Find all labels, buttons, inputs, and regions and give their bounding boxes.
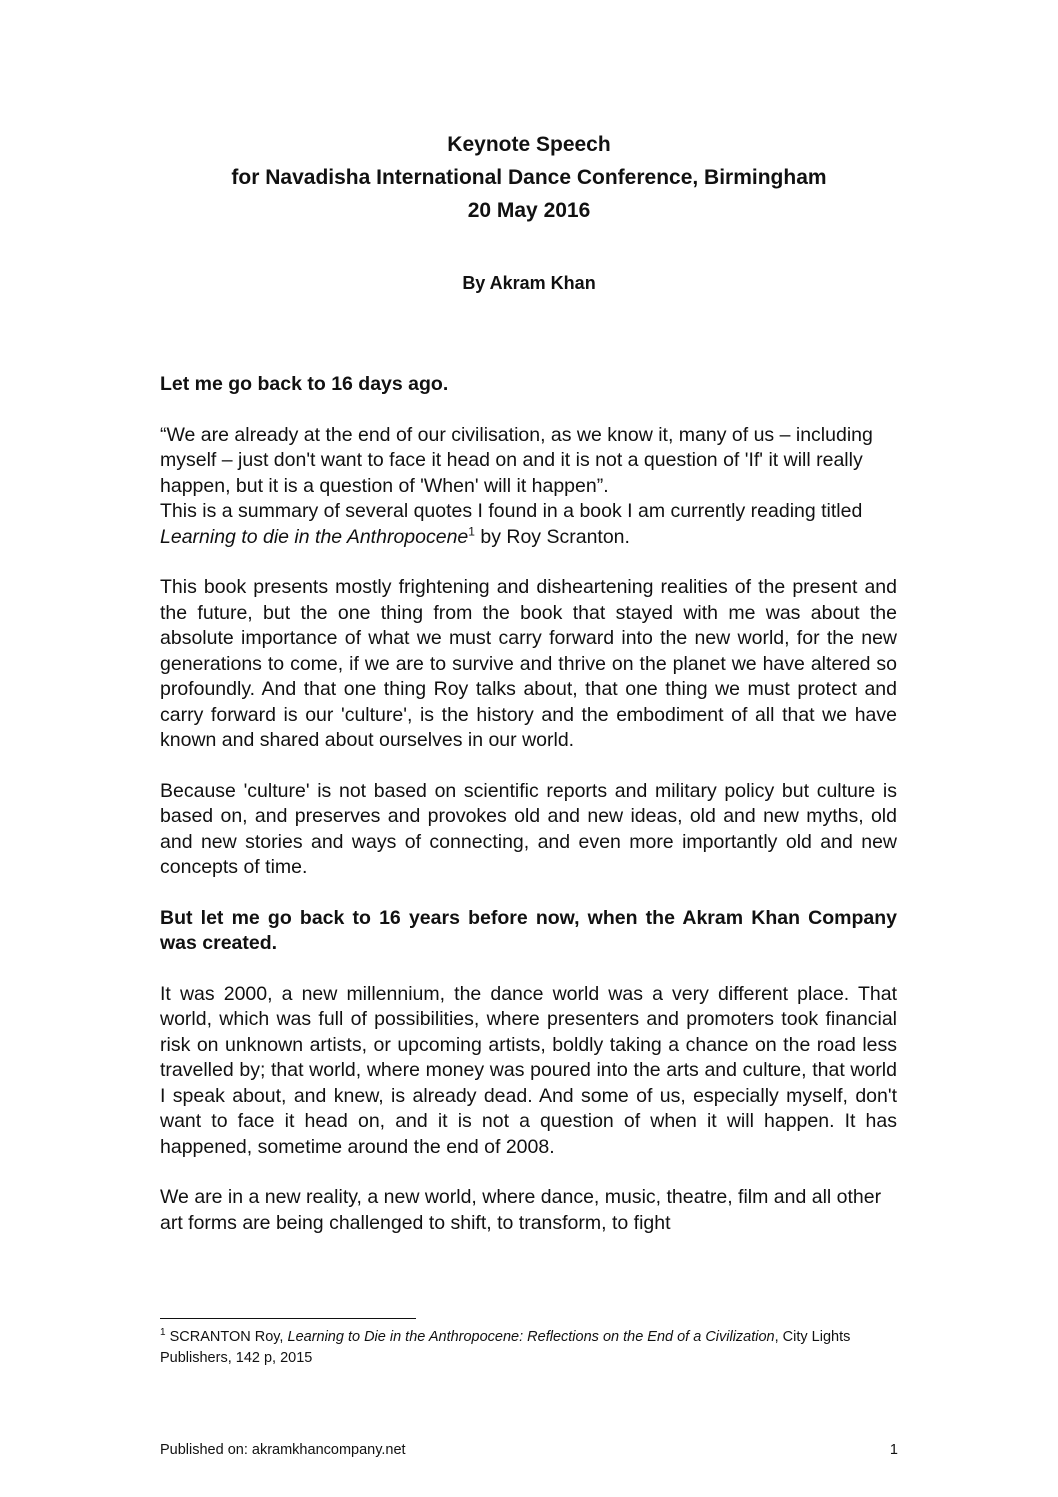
footer-published: Published on: akramkhancompany.net bbox=[160, 1442, 406, 1458]
quote-summary-end: by Roy Scranton. bbox=[474, 525, 630, 548]
section-heading-1: Let me go back to 16 days ago. bbox=[160, 373, 449, 395]
footnote bbox=[160, 1327, 897, 1369]
title-line-1: Keynote Speech bbox=[447, 133, 611, 156]
body-text bbox=[160, 372, 897, 1261]
paragraph-2000: It was 2000, a new millennium, the dance world was a very different place. That world, which was full of possibilities, where presenters and promoters took financial risk on unknown artists, or upcoming artists, boldly taking a chance on the road less travelled by; that world, where money was poured into the arts and culture, that world I speak about, and knew, is already dead. And some of us, especially myself, don't want to face it head on, and it is not a question of when it will happen. It has happened, sometime around the end of 2008. bbox=[160, 982, 897, 1158]
paragraph-new-reality: We are in a new reality, a new world, where dance, music, theatre, film and all other art forms are being challenged to shift, to transform, to fight bbox=[160, 1186, 882, 1234]
author-byline: By Akram Khan bbox=[462, 273, 596, 293]
quote-text: “We are already at the end of our civilisation, as we know it, many of us – including myself – just don't want to face it head on and it is not a question of 'If' it will really happen, but it is a question of 'When' will it happen”. bbox=[160, 423, 873, 497]
footnote-publisher: , City Lights Publishers, 142 p, 2015 bbox=[160, 1329, 851, 1366]
book-title: Learning to die in the Anthropocene bbox=[160, 525, 469, 548]
paragraph-book: This book presents mostly frightening and disheartening realities of the present and the future, but the one thing from the book that stayed with me was about the absolute importance of what we must carry forward into the new world, for the new generations to come, if we are to survive and thrive on the planet we have altered so profoundly. And that one thing Roy talks about, that one thing we must protect and carry forward is our 'culture', is the history and the embodiment of all that we have known and shared about ourselves in our world. bbox=[160, 576, 897, 751]
quote-summary-text: This is a summary of several quotes I found in a book I am currently reading titled bbox=[160, 500, 863, 522]
footnote-title: Learning to Die in the Anthropocene: Reflections on the End of a Civilization bbox=[287, 1329, 775, 1345]
paragraph-culture: Because 'culture' is not based on scientific reports and military policy but culture is based on, and preserves and provokes old and new ideas, old and new myths, old and new stories and ways of connecting, and even more importantly old and new concepts of time. bbox=[160, 779, 897, 878]
footnote-author: SCRANTON Roy, bbox=[165, 1329, 288, 1345]
footnote-reference[interactable]: 1 bbox=[468, 524, 475, 538]
section-heading-2: But let me go back to 16 years before now, when the Akram Khan Company was created. bbox=[160, 906, 897, 954]
page-number: 1 bbox=[889, 1442, 898, 1458]
footnote-number: 1 bbox=[160, 1327, 166, 1339]
speech-title bbox=[0, 128, 1058, 227]
quote-paragraph bbox=[160, 423, 897, 551]
footnote-divider bbox=[160, 1318, 416, 1319]
title-line-2: for Navadisha International Dance Conference, Birmingham bbox=[231, 166, 827, 189]
title-line-3: 20 May 2016 bbox=[467, 199, 591, 222]
